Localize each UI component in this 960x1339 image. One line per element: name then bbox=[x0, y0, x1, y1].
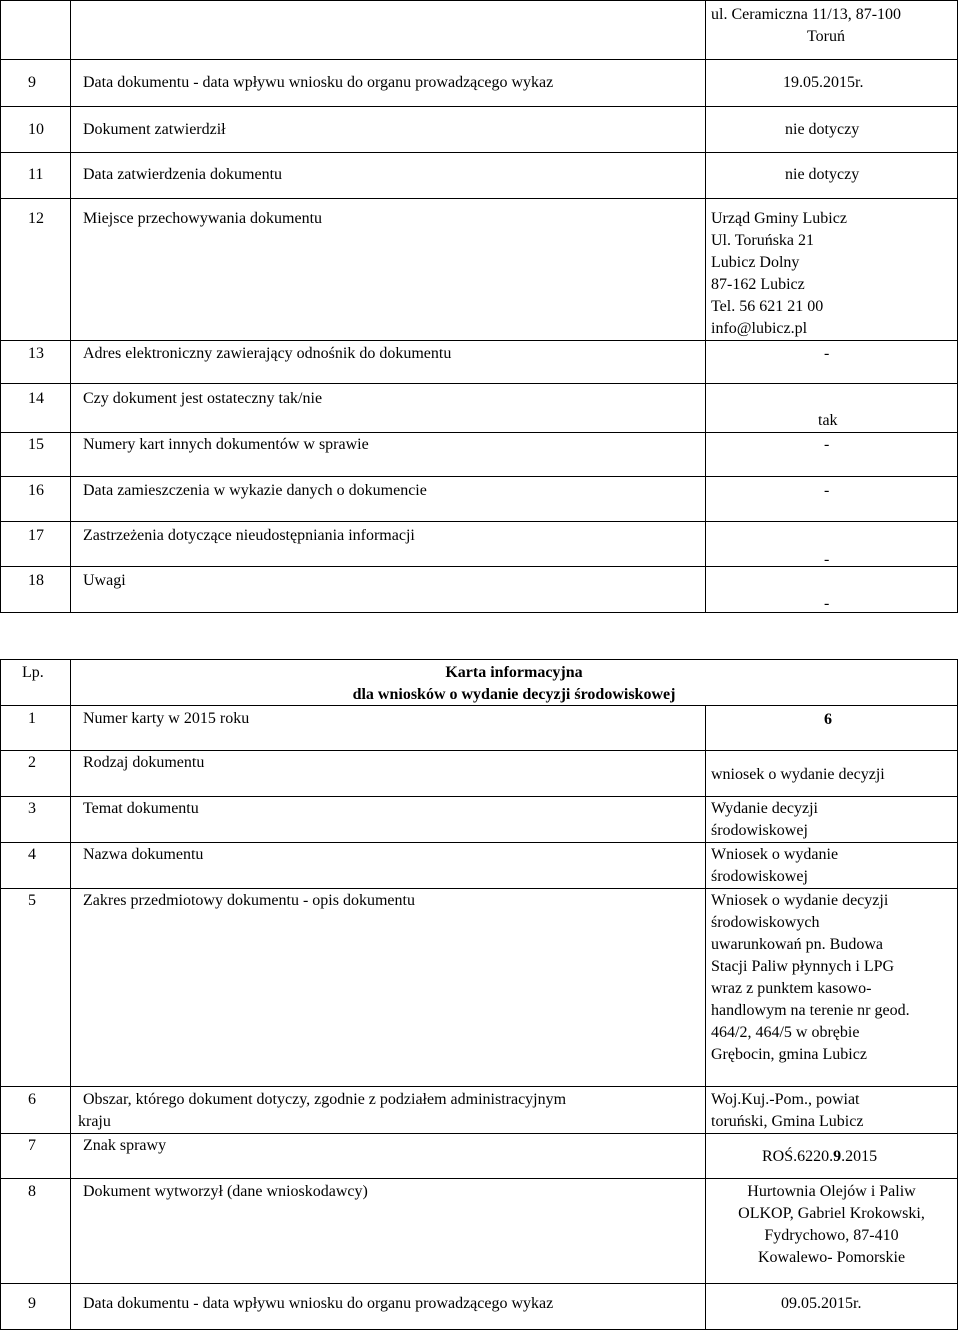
card-row-6-label-2: kraju bbox=[78, 1113, 111, 1130]
card-row-5-value-6: handlowym na terenie nr geod. bbox=[711, 1002, 910, 1019]
row-15-label: Numery kart innych dokumentów w sprawie bbox=[83, 436, 369, 453]
row-9-num: 9 bbox=[28, 74, 36, 91]
card-row-8-value-3: Fydrychowo, 87-410 bbox=[764, 1227, 899, 1244]
card-row-3-num: 3 bbox=[28, 800, 36, 817]
row-12-value-6: info@lubicz.pl bbox=[711, 320, 808, 337]
case-number-suffix: .2015 bbox=[841, 1148, 878, 1165]
card-row-5-value-5: wraz z punktem kasowo- bbox=[711, 980, 872, 997]
case-number bbox=[762, 1146, 877, 1168]
card-row-5-value-4: Stacji Paliw płynnych i LPG bbox=[711, 958, 895, 975]
row-12-value-1: Urząd Gminy Lubicz bbox=[711, 210, 847, 227]
card-row-3-value-2: środowiskowej bbox=[711, 822, 808, 839]
card-row-2-value: wniosek o wydanie decyzji bbox=[711, 766, 885, 783]
row-12-num: 12 bbox=[28, 210, 44, 227]
row-10-value: nie dotyczy bbox=[785, 121, 860, 138]
card-row-1-value: 6 bbox=[824, 711, 832, 728]
card-title-line1: Karta informacyjna bbox=[445, 664, 583, 681]
card-row-6-num: 6 bbox=[28, 1091, 36, 1108]
card-row-3-value-1: Wydanie decyzji bbox=[711, 800, 818, 817]
row-16-num: 16 bbox=[28, 482, 44, 499]
card-row-7-num: 7 bbox=[28, 1137, 36, 1154]
card-row-5-value-8: Grębocin, gmina Lubicz bbox=[711, 1046, 867, 1063]
card-row-9-value: 09.05.2015r. bbox=[781, 1295, 862, 1312]
row-12-label: Miejsce przechowywania dokumentu bbox=[83, 210, 323, 227]
row-17-num: 17 bbox=[28, 527, 44, 544]
row-14-num: 14 bbox=[28, 390, 44, 407]
row-9-value: 19.05.2015r. bbox=[783, 74, 864, 91]
row-12-value-2: Ul. Toruńska 21 bbox=[711, 232, 815, 249]
card-row-6-label-1: Obszar, którego dokument dotyczy, zgodnie z podziałem administracyjnym bbox=[83, 1091, 567, 1108]
card-row-4-value-2: środowiskowej bbox=[711, 868, 808, 885]
card-row-9-num: 9 bbox=[28, 1295, 36, 1312]
row8-value-line2: Toruń bbox=[807, 28, 845, 45]
row-10-label: Dokument zatwierdził bbox=[83, 121, 226, 138]
row-17-label: Zastrzeżenia dotyczące nieudostępniania informacji bbox=[83, 527, 415, 544]
card-row-5-value-2: środowiskowych bbox=[711, 914, 820, 931]
row-13-value: - bbox=[824, 345, 830, 362]
row-12-value-3: Lubicz Dolny bbox=[711, 254, 800, 271]
card-row-1-num: 1 bbox=[28, 710, 36, 727]
row-12-value-4: 87-162 Lubicz bbox=[711, 276, 805, 293]
row-10-num: 10 bbox=[28, 121, 44, 138]
row-18-num: 18 bbox=[28, 572, 44, 589]
card-row-8-num: 8 bbox=[28, 1183, 36, 1200]
row-17-value: - bbox=[824, 551, 830, 568]
row8-value-line1: ul. Ceramiczna 11/13, 87-100 bbox=[711, 6, 902, 23]
row-16-value: - bbox=[824, 482, 830, 499]
card-row-4-value-1: Wniosek o wydanie bbox=[711, 846, 839, 863]
row-11-value: nie dotyczy bbox=[785, 166, 860, 183]
row-9-label: Data dokumentu - data wpływu wniosku do organu prowadzącego wykaz bbox=[83, 74, 554, 91]
card-row-3-label: Temat dokumentu bbox=[83, 800, 199, 817]
card-row-8-label: Dokument wytworzył (dane wnioskodawcy) bbox=[83, 1183, 368, 1200]
row-15-num: 15 bbox=[28, 436, 44, 453]
row-11-label: Data zatwierdzenia dokumentu bbox=[83, 166, 283, 183]
card-row-4-num: 4 bbox=[28, 846, 36, 863]
card-row-8-value-1: Hurtownia Olejów i Paliw bbox=[747, 1183, 916, 1200]
row-11-num: 11 bbox=[28, 166, 44, 183]
row-14-value: tak bbox=[818, 412, 838, 429]
row-15-value: - bbox=[824, 436, 830, 453]
row-13-num: 13 bbox=[28, 345, 44, 362]
card-title-line2: dla wniosków o wydanie decyzji środowiskowej bbox=[352, 686, 676, 703]
card-row-6-value-1: Woj.Kuj.-Pom., powiat bbox=[711, 1091, 860, 1108]
case-number-bold: 9 bbox=[833, 1148, 842, 1165]
card-row-5-value-3: uwarunkowań pn. Budowa bbox=[711, 936, 883, 953]
row-16-label: Data zamieszczenia w wykazie danych o dokumencie bbox=[83, 482, 427, 499]
card-row-2-label: Rodzaj dokumentu bbox=[83, 754, 205, 771]
row-14-label: Czy dokument jest ostateczny tak/nie bbox=[83, 390, 323, 407]
lp-header: Lp. bbox=[22, 664, 44, 681]
row-12-value-5: Tel. 56 621 21 00 bbox=[711, 298, 824, 315]
row-18-value: - bbox=[824, 595, 830, 612]
card-row-7-label: Znak sprawy bbox=[83, 1137, 167, 1154]
card-row-1-label: Numer karty w 2015 roku bbox=[83, 710, 250, 727]
card-row-4-label: Nazwa dokumentu bbox=[83, 846, 204, 863]
card-row-5-value-7: 464/2, 464/5 w obrębie bbox=[711, 1024, 860, 1041]
card-row-8-value-2: OLKOP, Gabriel Krokowski, bbox=[738, 1205, 925, 1222]
card-row-8-value-4: Kowalewo- Pomorskie bbox=[757, 1249, 906, 1266]
card-row-9-label: Data dokumentu - data wpływu wniosku do organu prowadzącego wykaz bbox=[83, 1295, 554, 1312]
card-row-5-num: 5 bbox=[28, 892, 36, 909]
row-13-label: Adres elektroniczny zawierający odnośnik do dokumentu bbox=[83, 345, 452, 362]
card-row-5-label: Zakres przedmiotowy dokumentu - opis dokumentu bbox=[83, 892, 415, 909]
card-row-5-value-1: Wniosek o wydanie decyzji bbox=[711, 892, 889, 909]
card-row-6-value-2: toruński, Gmina Lubicz bbox=[711, 1113, 864, 1130]
card-row-2-num: 2 bbox=[28, 754, 36, 771]
row-18-label: Uwagi bbox=[83, 572, 126, 589]
case-number-prefix: ROŚ.6220. bbox=[762, 1148, 834, 1165]
